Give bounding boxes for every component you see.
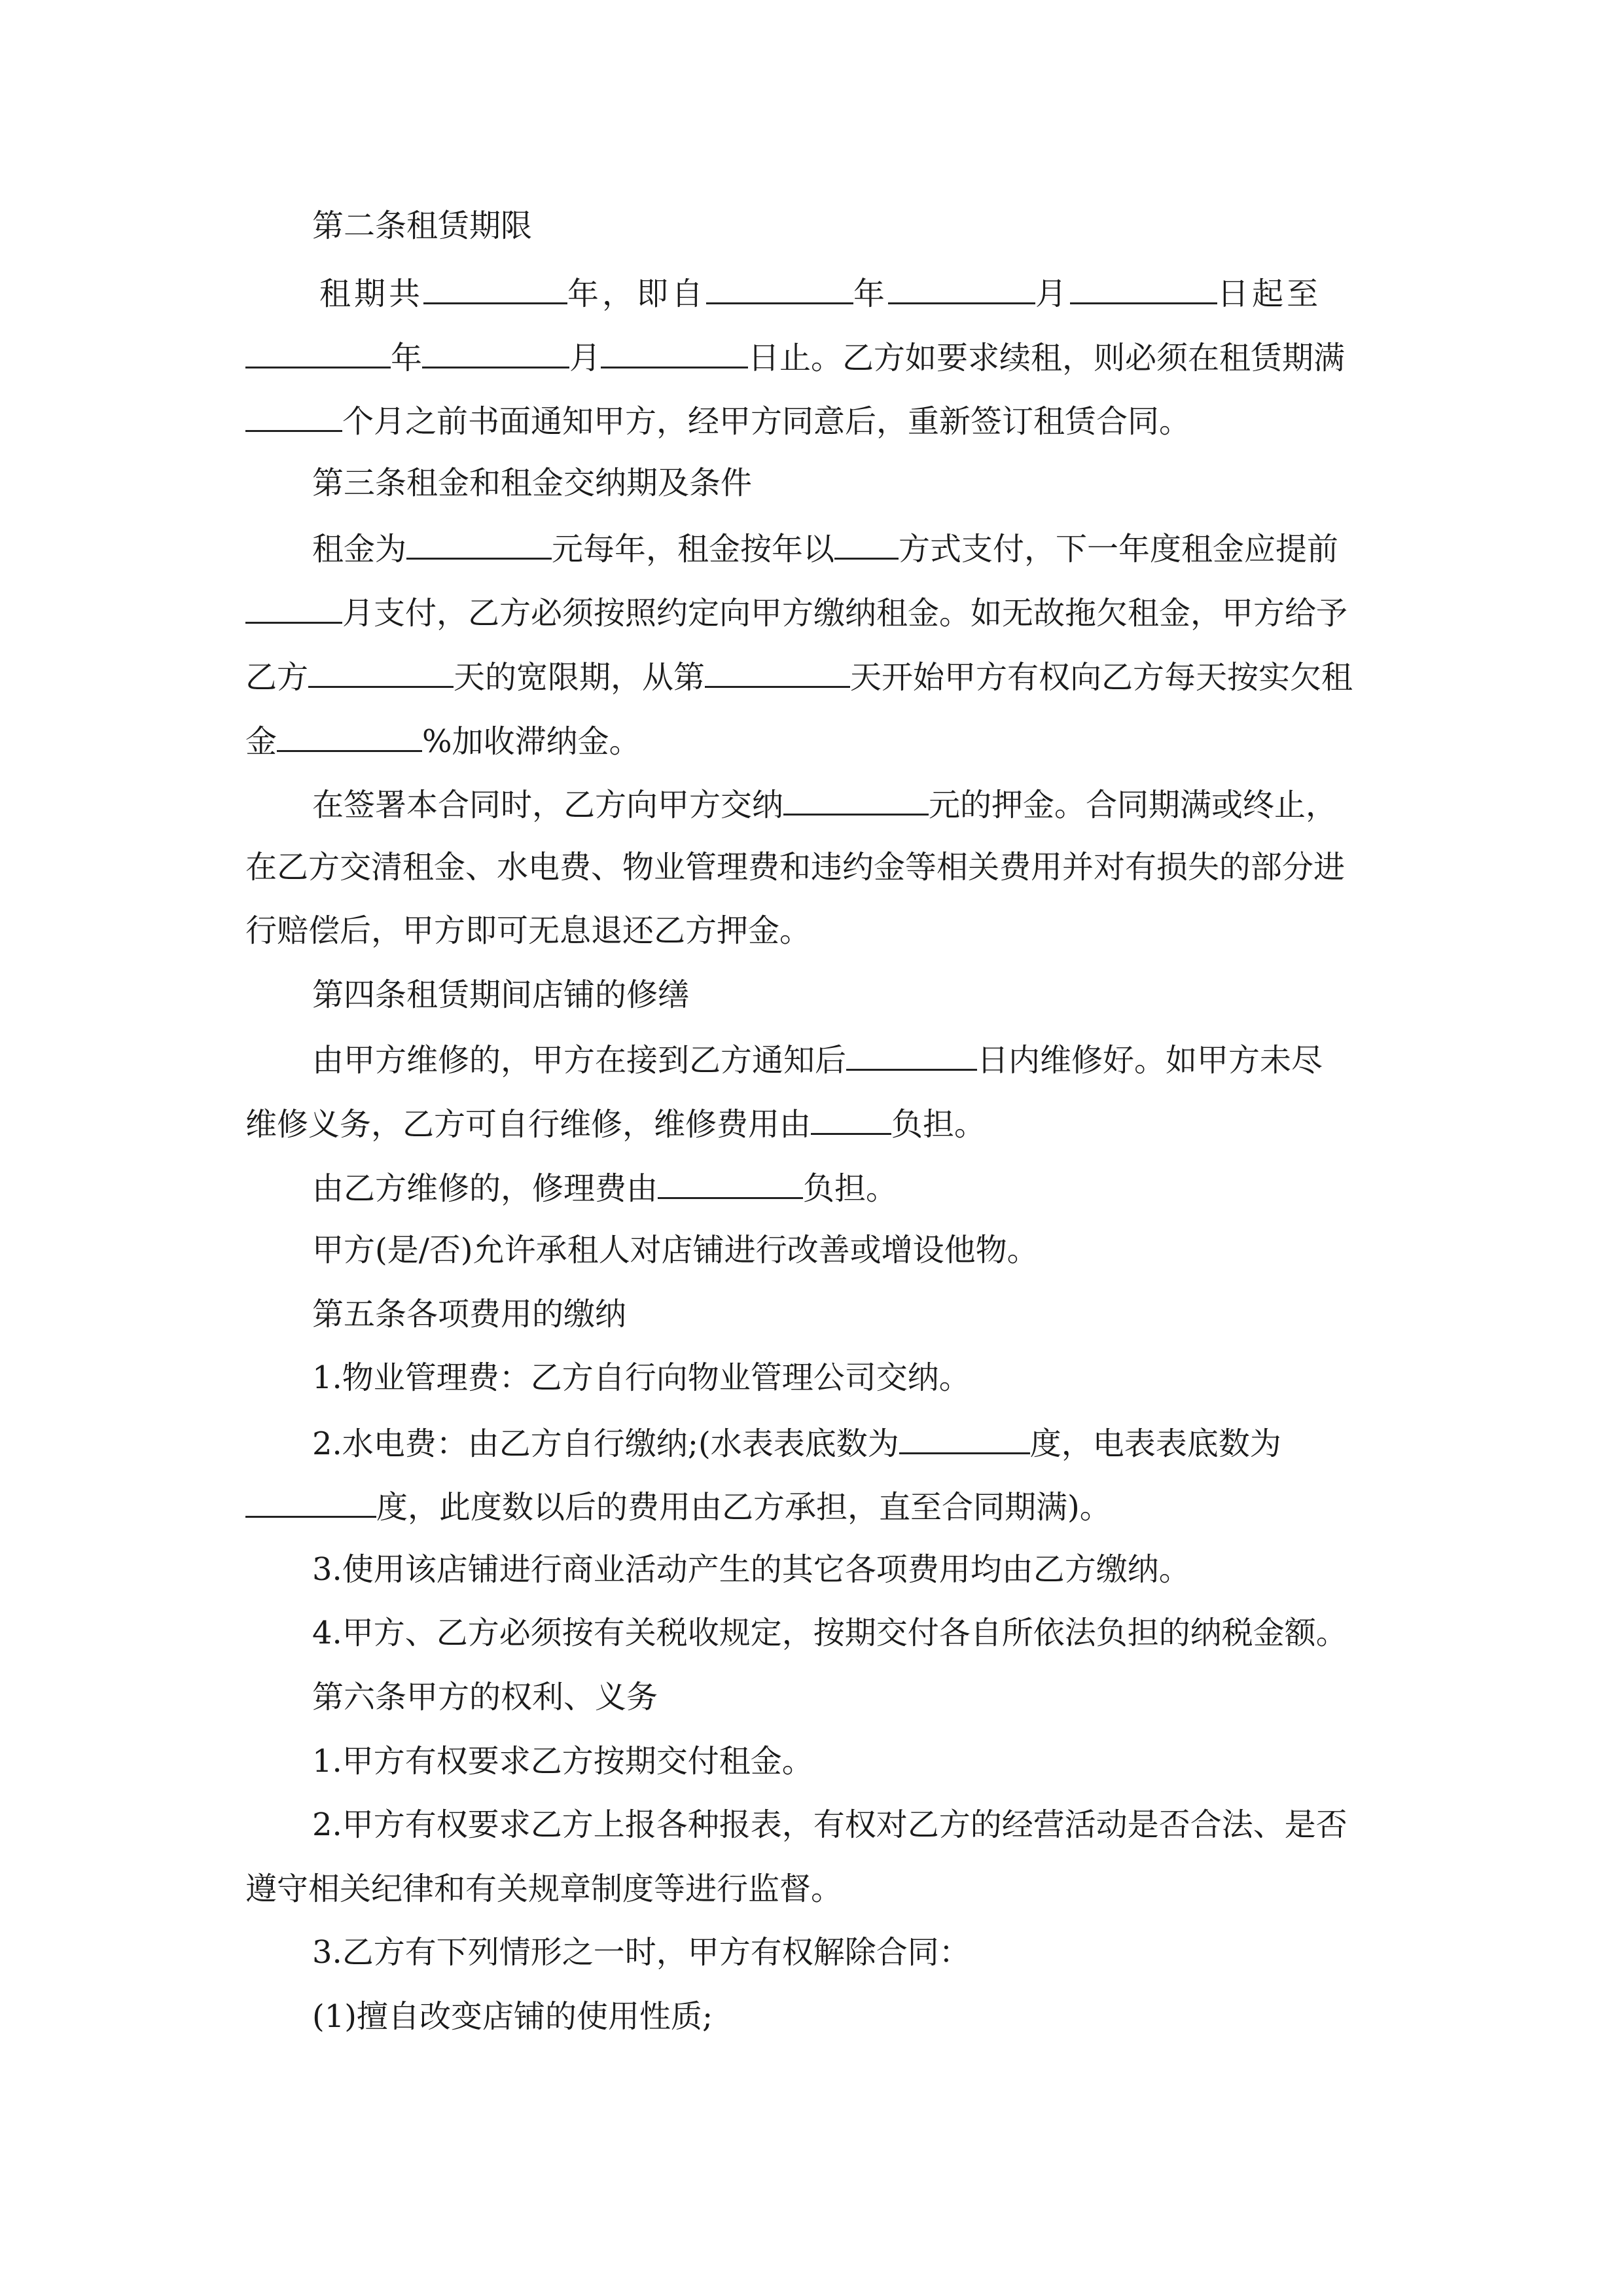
- fill-blank[interactable]: [406, 529, 552, 560]
- fill-blank[interactable]: [658, 1168, 803, 1199]
- fill-blank[interactable]: [1070, 274, 1217, 304]
- article-3-line-6: 在乙方交清租金、水电费、物业管理费和违约金等相关费用并对有损失的部分进: [245, 849, 1346, 886]
- text-segment: 日起至: [1217, 276, 1322, 312]
- fill-blank[interactable]: [888, 274, 1035, 304]
- fill-blank[interactable]: [705, 657, 850, 688]
- text-segment: 年，即自: [567, 276, 707, 312]
- article-5-item-2-line-1: [312, 1424, 1281, 1460]
- text-segment: 个月之前书面通知甲方，经甲方同意后，重新签订租赁合同。: [342, 403, 1191, 440]
- fill-blank[interactable]: [245, 593, 342, 624]
- article-6-item-2-line-2: 遵守相关纪律和有关规章制度等进行监督。: [245, 1871, 843, 1907]
- fill-blank[interactable]: [846, 1040, 977, 1071]
- text-segment: 租金为: [312, 531, 407, 567]
- article-2-line-1: [319, 274, 1321, 310]
- fill-blank[interactable]: [423, 274, 567, 304]
- article-6-heading: 第六条甲方的权利、义务: [312, 1679, 658, 1715]
- article-4-line-2: [245, 1104, 986, 1141]
- text-segment: 日止。乙方如要求续租，则必须在租赁期满: [748, 340, 1346, 376]
- article-5-item-4: 4.甲方、乙方必须按有关税收规定，按期交付各自所依法负担的纳税金额。: [312, 1615, 1347, 1651]
- text-segment: %加收滞纳金。: [422, 723, 641, 760]
- fill-blank[interactable]: [245, 401, 342, 432]
- text-segment: 负担。: [891, 1106, 986, 1143]
- text-segment: 金: [245, 723, 277, 760]
- article-4-line-3: [312, 1168, 897, 1205]
- text-segment: 维修义务，乙方可自行维修，维修费用由: [245, 1106, 812, 1143]
- article-2-line-2: [245, 338, 1345, 374]
- text-segment: 月支付，乙方必须按照约定向甲方缴纳租金。如无故拖欠租金，甲方给予: [342, 595, 1348, 632]
- text-segment: 元的押金。合同期满或终止，: [929, 787, 1338, 823]
- text-segment: 天开始甲方有权向乙方每天按实欠租: [850, 659, 1353, 696]
- article-3-line-2: [245, 593, 1347, 630]
- article-5-item-3: 3.使用该店铺进行商业活动产生的其它各项费用均由乙方缴纳。: [312, 1551, 1190, 1588]
- fill-blank[interactable]: [899, 1424, 1030, 1454]
- fill-blank[interactable]: [783, 785, 929, 816]
- fill-blank[interactable]: [277, 721, 422, 752]
- text-segment: 由甲方维修的，甲方在接到乙方通知后: [312, 1042, 847, 1079]
- text-segment: 在签署本合同时，乙方向甲方交纳: [312, 787, 784, 823]
- fill-blank[interactable]: [811, 1104, 891, 1135]
- text-segment: 度，电表表底数为: [1029, 1426, 1281, 1462]
- article-5-item-1: 1.物业管理费：乙方自行向物业管理公司交纳。: [312, 1359, 971, 1396]
- article-6-item-2-line-1: 2.甲方有权要求乙方上报各种报表，有权对乙方的经营活动是否合法、是否: [312, 1806, 1347, 1843]
- text-segment: 年: [853, 276, 889, 312]
- article-3-line-1: [312, 529, 1338, 565]
- article-3-line-5: [312, 785, 1337, 821]
- fill-blank[interactable]: [245, 338, 391, 368]
- article-2-heading: 第二条租赁期限: [312, 207, 533, 244]
- text-segment: 2.水电费：由乙方自行缴纳;(水表表底数为: [312, 1426, 899, 1462]
- text-segment: 月: [1035, 276, 1071, 312]
- text-segment: 负担。: [803, 1170, 898, 1207]
- article-3-heading: 第三条租金和租金交纳期及条件: [312, 465, 753, 501]
- text-segment: 月: [569, 340, 601, 376]
- fill-blank[interactable]: [706, 274, 853, 304]
- fill-blank[interactable]: [422, 338, 569, 368]
- text-segment: 天的宽限期，从第: [454, 659, 705, 696]
- article-6-item-1: 1.甲方有权要求乙方按期交付租金。: [312, 1743, 813, 1780]
- article-4-line-1: [312, 1040, 1323, 1077]
- article-3-line-4: [245, 721, 641, 758]
- article-6-item-3-sub-1: (1)擅自改变店铺的使用性质;: [312, 1998, 713, 2035]
- article-5-heading: 第五条各项费用的缴纳: [312, 1296, 627, 1333]
- article-5-item-2-line-2: [245, 1487, 1111, 1524]
- text-segment: 由乙方维修的，修理费由: [312, 1170, 658, 1207]
- article-3-line-3: [245, 657, 1353, 694]
- article-4-heading: 第四条租赁期间店铺的修缮: [312, 977, 690, 1013]
- article-3-line-7: 行赔偿后，甲方即可无息退还乙方押金。: [245, 912, 812, 949]
- article-2-line-3: [245, 401, 1190, 438]
- article-6-item-3: 3.乙方有下列情形之一时，甲方有权解除合同：: [312, 1934, 971, 1971]
- text-segment: 乙方: [245, 659, 309, 696]
- text-segment: 日内维修好。如甲方未尽: [977, 1042, 1323, 1079]
- text-segment: 元每年，租金按年以: [552, 531, 835, 567]
- fill-blank[interactable]: [308, 657, 454, 688]
- fill-blank[interactable]: [245, 1487, 376, 1518]
- text-segment: 方式支付，下一年度租金应提前: [899, 531, 1339, 567]
- text-segment: 年: [391, 340, 423, 376]
- article-4-line-4: 甲方(是/否)允许承租人对店铺进行改善或增设他物。: [312, 1232, 1039, 1268]
- fill-blank[interactable]: [601, 338, 748, 368]
- fill-blank[interactable]: [834, 529, 899, 560]
- text-segment: 度，此度数以后的费用由乙方承担，直至合同期满)。: [376, 1489, 1111, 1526]
- text-segment: 租期共: [319, 276, 424, 312]
